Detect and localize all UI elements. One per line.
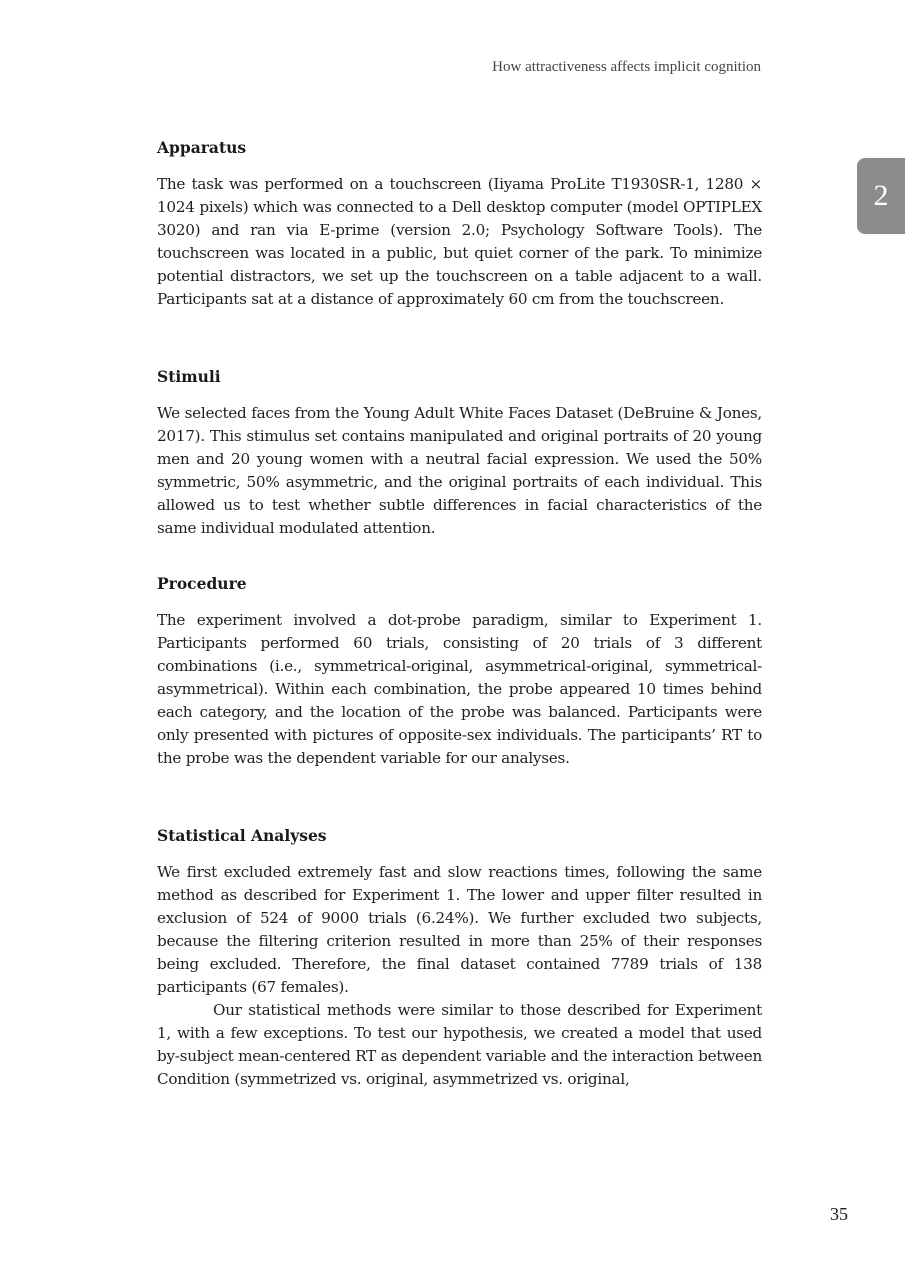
section-heading-statistical-analyses: Statistical Analyses: [157, 826, 327, 845]
section-heading-stimuli: Stimuli: [157, 367, 221, 386]
paragraph-statistical-analyses-1: We first excluded extremely fast and slow reactions times, following the same method as described for Experiment 1. The lower and upper filter resulted in exclusion of 524 of 9000 trials (6.24%). We further excluded two subjects, because the filtering criterion resulted in more than 25% of their responses being excluded. Therefore, the final dataset contained 7789 trials of 138 participants (67 females).: [157, 863, 762, 996]
section-statistical-analyses: [157, 825, 762, 1091]
section-heading-apparatus: Apparatus: [157, 138, 247, 157]
page-number: 35: [830, 1204, 848, 1224]
running-header: How attractiveness affects implicit cognition: [492, 59, 761, 75]
chapter-tab: [857, 158, 905, 234]
section-apparatus: [157, 137, 762, 311]
paragraph-procedure-1: The experiment involved a dot-probe paradigm, similar to Experiment 1. Participants performed 60 trials, consisting of 20 trials of 3 different combinations (i.e., symmetrical-original, asymmetrical-original, symmetrical-asymmetrical). Within each combination, the probe appeared 10 times behind each category, and the location of the probe was balanced. Participants were only presented with pictures of opposite-sex individuals. The participants’ RT to the probe was the dependent variable for our analyses.: [157, 611, 762, 767]
paragraph-stimuli-1: We selected faces from the Young Adult White Faces Dataset (DeBruine & Jones, 2017). This stimulus set contains manipulated and original portraits of 20 young men and 20 young women with a neutral facial expression. We used the 50% symmetric, 50% asymmetric, and the original portraits of each individual. This allowed us to test whether subtle differences in facial characteristics of the same individual modulated attention.: [157, 404, 762, 537]
paragraph-statistical-analyses-2: Our statistical methods were similar to those described for Experiment 1, with a few exceptions. To test our hypothesis, we created a model that used by-subject mean-centered RT as dependent variable and the interaction between Condition (symmetrized vs. original, asymmetrized vs. original,: [157, 1001, 762, 1088]
chapter-tab-label: 2: [873, 179, 889, 212]
section-stimuli: [157, 366, 762, 540]
section-heading-procedure: Procedure: [157, 574, 247, 593]
section-procedure: [157, 573, 762, 770]
paragraph-apparatus-1: The task was performed on a touchscreen (Iiyama ProLite T1930SR-1, 1280 × 1024 pixels) which was connected to a Dell desktop computer (model OPTIPLEX 3020) and ran via E-prime (version 2.0; Psychology Software Tools). The touchscreen was located in a public, but quiet corner of the park. To minimize potential distractors, we set up the touchscreen on a table adjacent to a wall. Participants sat at a distance of approximately 60 cm from the touchscreen.: [157, 175, 762, 308]
